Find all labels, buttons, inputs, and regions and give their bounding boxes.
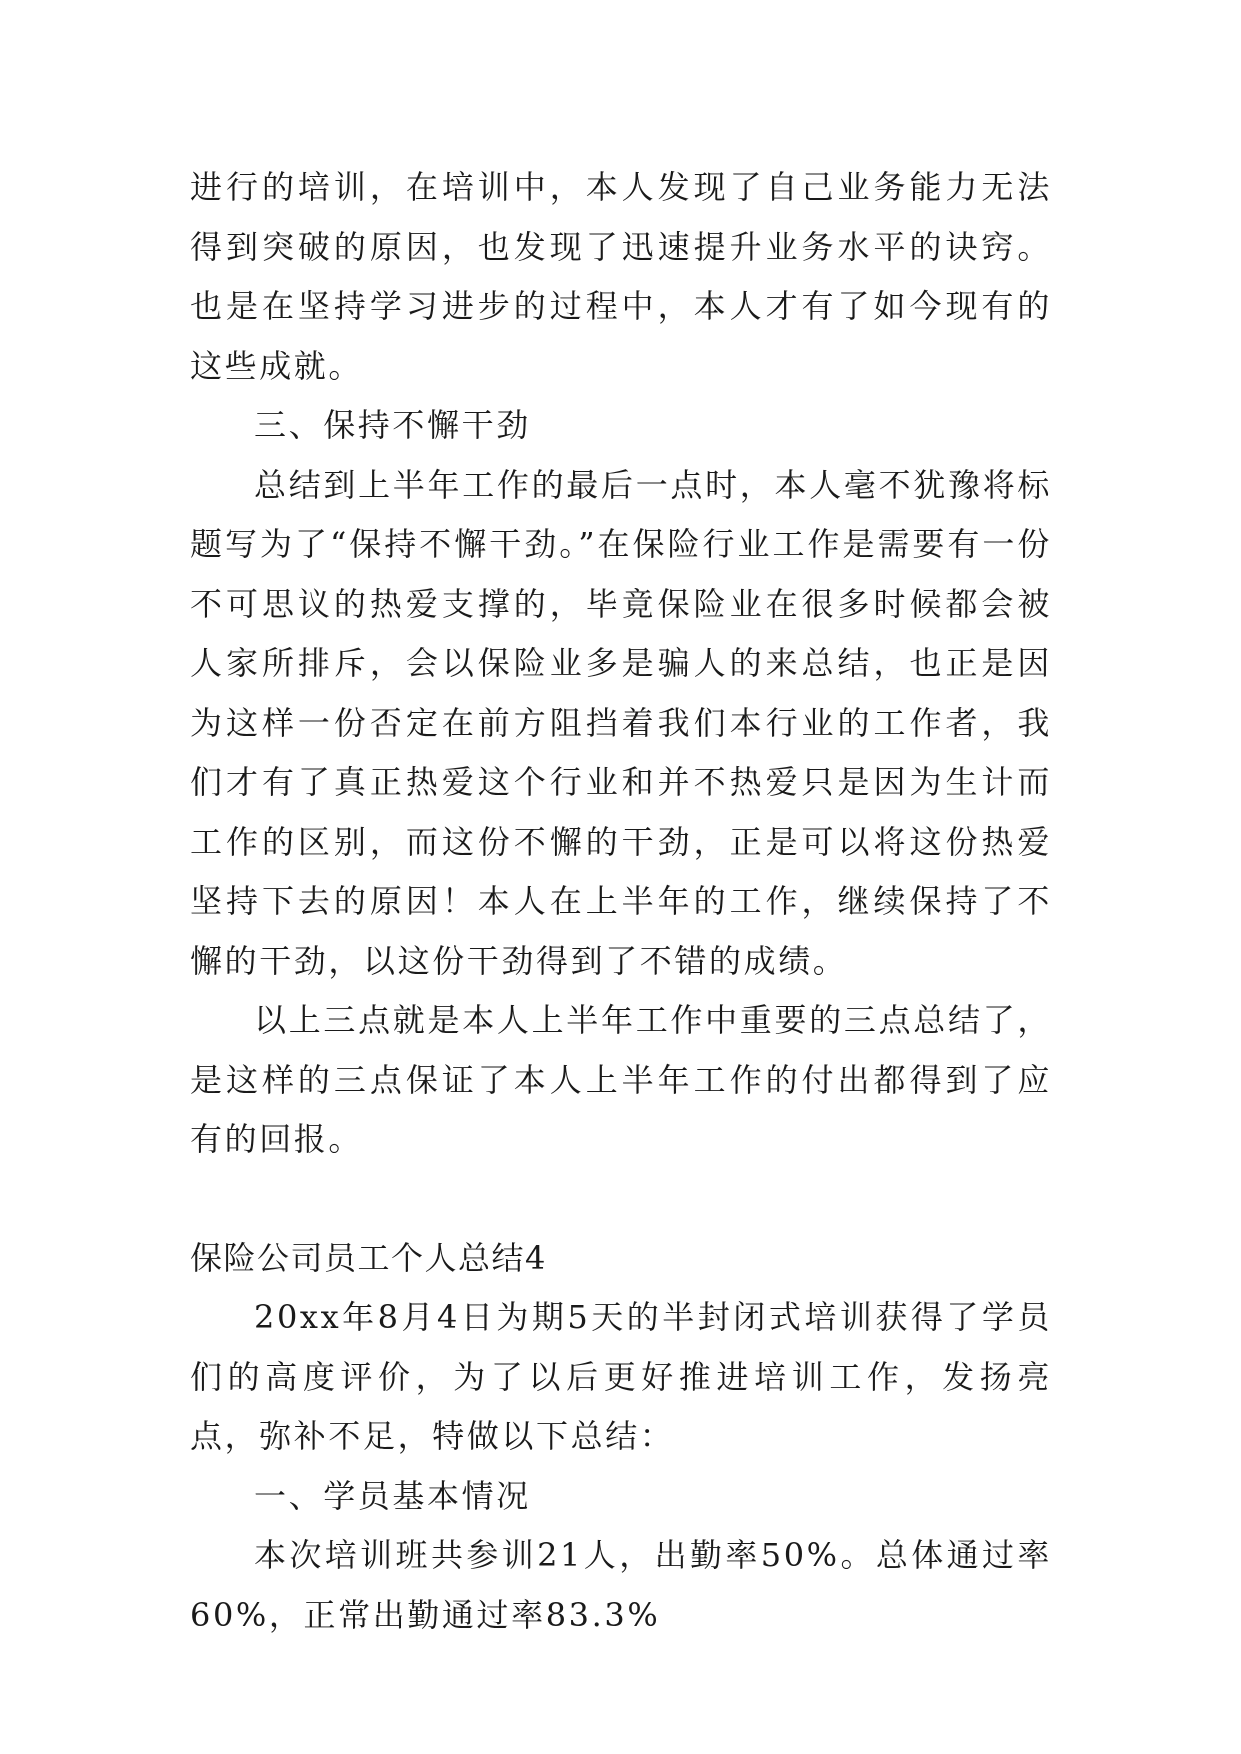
document-page bbox=[190, 158, 1052, 1645]
heading-persistence: 三、保持不懈干劲 bbox=[254, 406, 531, 444]
paragraph-training-continuation: 进行的培训，在培训中，本人发现了自己业务能力无法得到突破的原因，也发现了迅速提升业务水平的诀窍。也是在坚持学习进步的过程中，本人才有了如今现有的这些成就。 bbox=[190, 168, 1052, 385]
paragraph-training-intro: 20xx年8月4日为期5天的半封闭式培训获得了学员们的高度评价，为了以后更好推进培训工作，发扬亮点，弥补不足，特做以下总结： bbox=[190, 1298, 1052, 1455]
section-spacer bbox=[190, 1170, 1052, 1229]
paragraph-trainee-stats: 本次培训班共参训21人，出勤率50%。总体通过率60%，正常出勤通过率83.3% bbox=[190, 1536, 1052, 1634]
heading-trainee-info: 一、学员基本情况 bbox=[254, 1476, 531, 1515]
paragraph-persistence: 总结到上半年工作的最后一点时，本人毫不犹豫将标题写为了“保持不懈干劲。”在保险行业工作是需要有一份不可思议的热爱支撑的，毕竟保险业在很多时候都会被人家所排斥，会以保险业多是骗人的来总结，也正是因为这样一份否定在前方阻挡着我们本行业的工作者，我们才有了真正热爱这个行业和并不热爱只是因为生计而工作的区别，而这份不懈的干劲，正是可以将这份热爱坚持下去的原因！本人在上半年的工作，继续保持了不懈的干劲，以这份干劲得到了不错的成绩。 bbox=[190, 465, 1052, 980]
paragraph-conclusion: 以上三点就是本人上半年工作中重要的三点总结了，是这样的三点保证了本人上半年工作的付出都得到了应有的回报。 bbox=[190, 1001, 1052, 1158]
section-title: 保险公司员工个人总结4 bbox=[190, 1238, 547, 1277]
